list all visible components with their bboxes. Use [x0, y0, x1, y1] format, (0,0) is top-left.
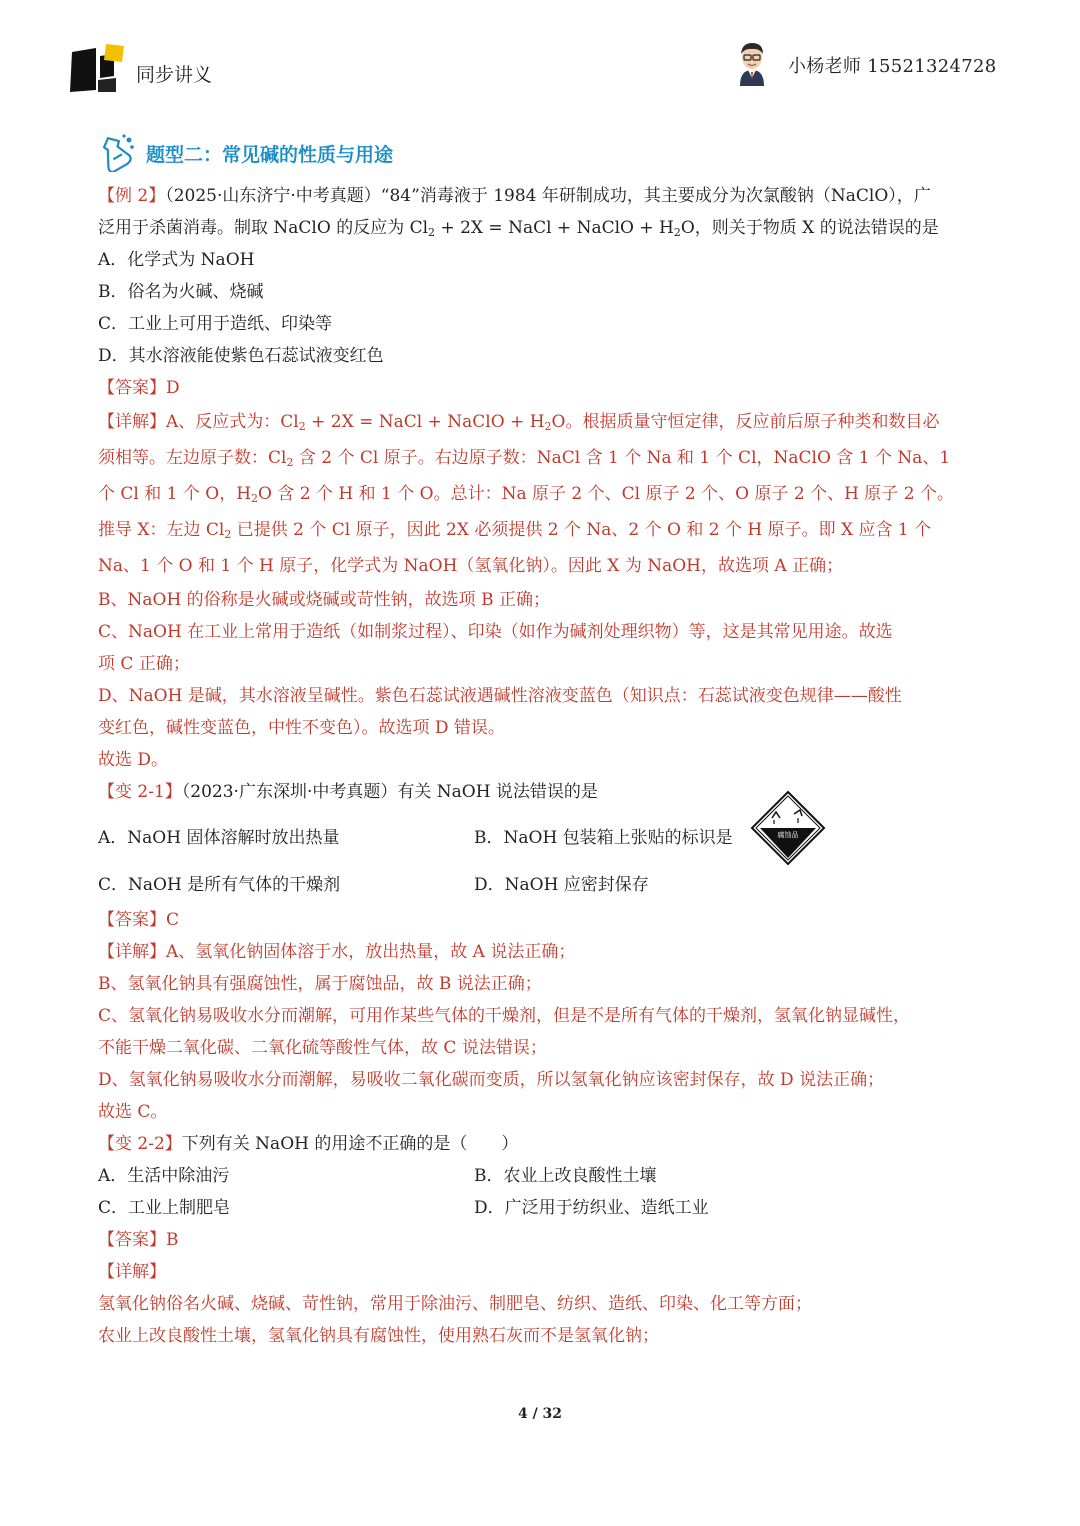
- option-a: A．NaOH 固体溶解时放出热量: [98, 828, 340, 848]
- variant-2-2-options-row-1: [98, 1160, 988, 1192]
- page-number: 4 / 32: [517, 1406, 563, 1422]
- detail-line: B、氢氧化钠具有强腐蚀性，属于腐蚀品，故 B 说法正确；: [98, 974, 542, 994]
- variant-tag: 【变 2-2】: [98, 1134, 182, 1154]
- logo-icon: [70, 42, 126, 94]
- option-b: B．俗名为火碱、烧碱: [98, 282, 264, 302]
- example-2-stem-line-2: 泛用于杀菌消毒。制取 NaClO 的反应为 $Cl_2 + 2X$ = NaCl + NaClO + $H_2O$，则关于物质 X 的说法错误的是: [98, 218, 939, 239]
- detail-line: B、NaOH 的俗称是火碱或烧碱或苛性钠，故选项 B 正确；: [98, 590, 550, 610]
- detail-line: D、NaOH 是碱，其水溶液呈碱性。紫色石蕊试液遇碱性溶液变蓝色（知识点：石蕊试液变色规律——酸性: [98, 686, 902, 706]
- flask-icon: [96, 132, 136, 172]
- option-c: C．工业上制肥皂: [98, 1198, 231, 1218]
- teacher-contact: 小杨老师 15521324728: [788, 56, 997, 77]
- detail-line: 故选 D。: [98, 750, 169, 770]
- detail-line: C、NaOH 在工业上常用于造纸（如制浆过程）、印染（如作为碱剂处理织物）等，这是其常见用途。故选: [98, 622, 893, 642]
- detail-line: 【详解】A、氢氧化钠固体溶于水，放出热量，故 A 说法正确；: [98, 942, 576, 962]
- header-title: 同步讲义: [136, 64, 213, 86]
- detail-line: 氢氧化钠俗名火碱、烧碱、苛性钠，常用于除油污、制肥皂、纺织、造纸、印染、化工等方面；: [98, 1294, 812, 1314]
- variant-2-1-options-row-2: [98, 866, 988, 904]
- section-heading: [96, 132, 696, 172]
- option-d: D．其水溶液能使紫色石蕊试液变红色: [98, 346, 384, 366]
- corrosive-hazard-sign-icon: [750, 790, 826, 866]
- section-title: 题型二：常见碱的性质与用途: [146, 144, 394, 166]
- variant-2-1-options-row-1: [98, 808, 988, 866]
- detail-tag-line: 【详解】: [98, 1262, 166, 1282]
- answer-line: 【答案】D: [98, 378, 180, 398]
- option-c: C．工业上可用于造纸、印染等: [98, 314, 333, 334]
- detail-line: Na、1 个 O 和 1 个 H 原子，化学式为 NaOH（氢氧化钠）。因此 X 为 NaOH，故选项 A 正确；: [98, 556, 844, 576]
- answer-line: 【答案】B: [98, 1230, 179, 1250]
- answer-value: C: [166, 910, 180, 930]
- detail-line: 项 C 正确；: [98, 654, 190, 674]
- page-header: [0, 0, 1080, 110]
- document-body: [98, 180, 988, 1352]
- variant-2-1-stem: 【变 2-1】（2023·广东深圳·中考真题）有关 NaOH 说法错误的是: [98, 782, 598, 802]
- option-d: D．广泛用于纺织业、造纸工业: [474, 1198, 709, 1218]
- teacher-avatar-icon: [734, 40, 770, 86]
- option-a: A．生活中除油污: [98, 1166, 230, 1186]
- example-2-stem-line-1: 【例 2】（2025·山东济宁·中考真题）“84”消毒液于 1984 年研制成功，其主要成分为次氯酸钠（NaClO），广: [98, 186, 931, 206]
- detail-line: 故选 C。: [98, 1102, 168, 1122]
- detail-line: 推导 X：左边 $Cl_2$ 已提供 2 个 Cl 原子，因此 2X 必须提供 2 个 Na、2 个 O 和 2 个 H 原子。即 X 应含 1 个: [98, 520, 932, 541]
- detail-line: 不能干燥二氧化碳、二氧化硫等酸性气体，故 C 说法错误；: [98, 1038, 547, 1058]
- option-a: A．化学式为 NaOH: [98, 250, 255, 270]
- detail-line: 【详解】A、反应式为：$Cl_2 + 2X$ = NaCl + NaClO + $H_2O$。根据质量守恒定律，反应前后原子种类和数目必: [98, 412, 940, 433]
- detail-line: C、氢氧化钠易吸收水分而潮解，可用作某些气体的干燥剂，但是不是所有气体的干燥剂，氢氧化钠显碱性，: [98, 1006, 911, 1026]
- option-c: C．NaOH 是所有气体的干燥剂: [98, 875, 341, 895]
- answer-line: 【答案】C: [98, 910, 180, 930]
- detail-line: 须相等。左边原子数：$Cl_2$ 含 2 个 Cl 原子。右边原子数：NaCl 含 1 个 Na 和 1 个 Cl，NaClO 含 1 个 Na、1: [98, 448, 951, 469]
- option-d: D．NaOH 应密封保存: [474, 875, 649, 895]
- detail-line: 农业上改良酸性土壤，氢氧化钠具有腐蚀性，使用熟石灰而不是氢氧化钠；: [98, 1326, 659, 1346]
- option-b: B．农业上改良酸性土壤: [474, 1166, 657, 1186]
- variant-2-2-options-row-2: [98, 1192, 988, 1224]
- variant-2-2-stem: 【变 2-2】下列有关 NaOH 的用途不正确的是（ ）: [98, 1134, 519, 1154]
- detail-line: 变红色，碱性变蓝色，中性不变色）。故选项 D 错误。: [98, 718, 505, 738]
- answer-value: D: [166, 378, 180, 398]
- hazard-label: 腐蚀品: [777, 831, 799, 839]
- detail-line: D、氢氧化钠易吸收水分而潮解，易吸收二氧化碳而变质，所以氢氧化钠应该密封保存，故 D 说法正确；: [98, 1070, 885, 1090]
- example-tag: 【例 2】: [98, 186, 166, 206]
- detail-line: 个 Cl 和 1 个 O，$H_2O$ 含 2 个 H 和 1 个 O。总计：Na 原子 2 个、Cl 原子 2 个、O 原子 2 个、H 原子 2 个。: [98, 484, 954, 505]
- variant-tag: 【变 2-1】: [98, 782, 182, 802]
- answer-value: B: [166, 1230, 179, 1250]
- option-b: B．NaOH 包装箱上张贴的标识是: [474, 828, 733, 848]
